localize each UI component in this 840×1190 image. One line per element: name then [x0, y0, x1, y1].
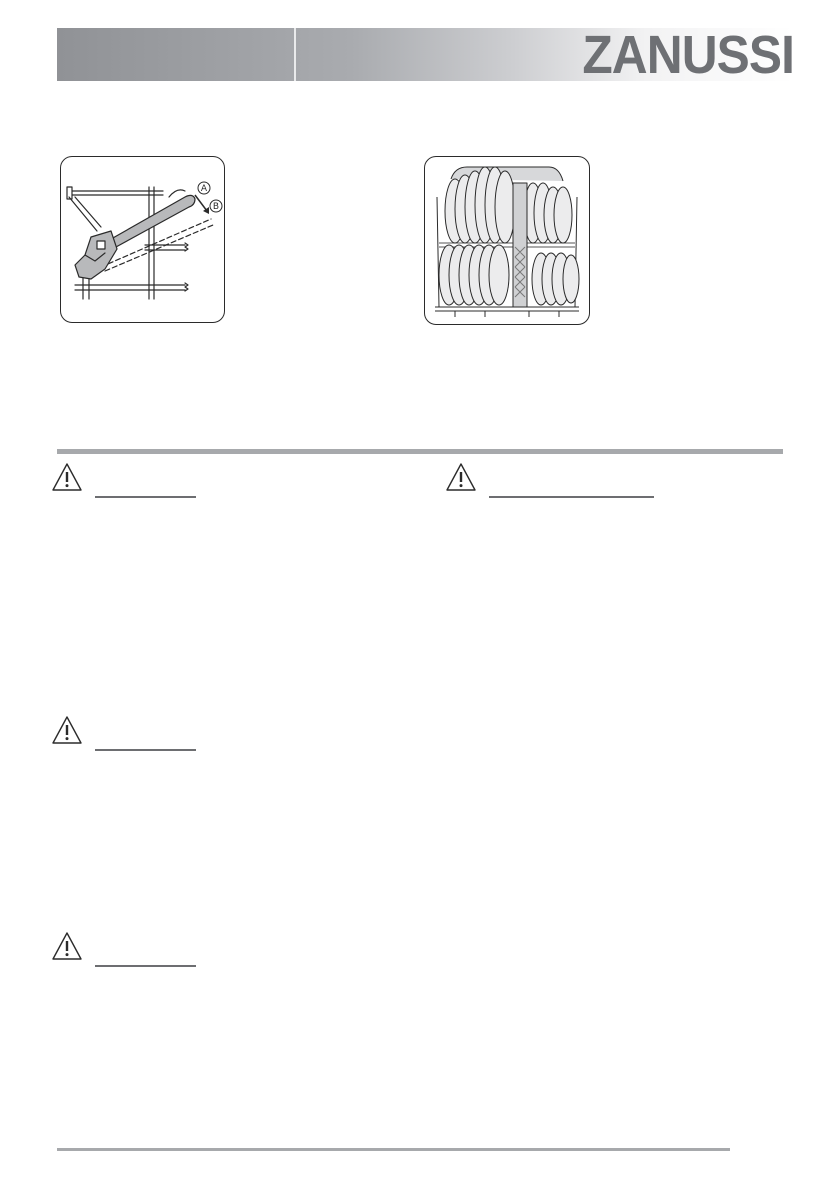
- warning-block: [51, 715, 311, 755]
- header-divider: [294, 28, 296, 81]
- warning-triangle-icon: [51, 931, 83, 961]
- warning-underline: [95, 749, 196, 751]
- rack-adjustment-figure: [60, 156, 225, 323]
- rack-lever-illustration: [61, 157, 224, 322]
- warning-block: [51, 931, 311, 971]
- warning-underline: [95, 965, 196, 967]
- warning-triangle-icon: [51, 715, 83, 745]
- warning-triangle-icon: [51, 462, 83, 492]
- section-divider: [57, 449, 783, 454]
- warning-underline: [95, 496, 196, 498]
- loaded-basket-figure: [424, 156, 590, 325]
- warning-underline: [489, 496, 654, 498]
- warning-block: [445, 462, 705, 502]
- callout-b: B: [212, 202, 220, 212]
- callout-a: A: [200, 184, 208, 194]
- warning-triangle-icon: [445, 462, 477, 492]
- footer-divider: [57, 1148, 730, 1151]
- brand-logo: ZANUSSI: [582, 24, 794, 85]
- warning-block: [51, 462, 311, 502]
- dish-basket-illustration: [425, 157, 589, 324]
